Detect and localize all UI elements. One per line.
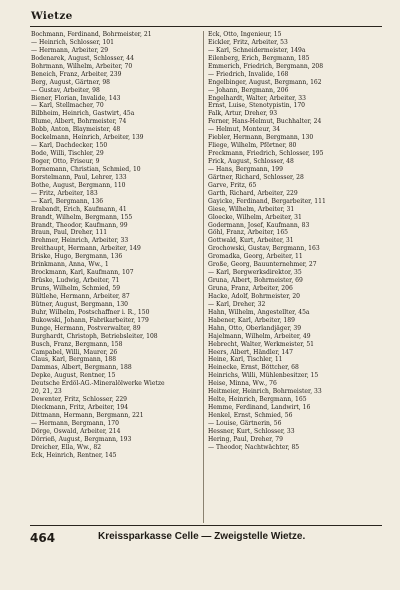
- directory-entry: Emmerich, Friedrich, Bergmann, 208: [208, 62, 324, 70]
- directory-entry: Godermann, Josef, Kaufmann, 83: [208, 221, 310, 229]
- directory-entry: Giese, Wilhelm, Arbeiter, 31: [208, 205, 295, 213]
- directory-entry: Fliege, Wilhelm, Pförtner, 80: [208, 142, 297, 150]
- directory-entry: Eickler, Fritz, Arbeiter, 53: [208, 38, 288, 46]
- directory-entry: Bültlehe, Hermann, Arbeiter, 87: [31, 292, 130, 300]
- directory-entry: Bilbheim, Heinrich, Gastwirt, 45a: [31, 110, 135, 118]
- directory-entry: Fiebler, Hermann, Bergmann, 130: [208, 134, 314, 142]
- directory-entry: Gloecke, Wilhelm, Arbeiter, 31: [208, 213, 302, 221]
- directory-entry: Bunge, Hermann, Postverwalter, 89: [31, 324, 141, 332]
- directory-entry: Brockmann, Karl, Kaufmann, 107: [31, 269, 134, 277]
- directory-entry: Hajelmann, Wilhelm, Arbeiter, 49: [208, 332, 311, 340]
- directory-entry: Bruns, Wilhelm, Schmied, 59: [31, 285, 121, 292]
- directory-entry: Brabandt, Erich, Kaufmann, 41: [31, 205, 127, 213]
- directory-entry: Berg, August, Gärtner, 98: [31, 78, 111, 86]
- directory-entry: Falk, Artur, Dreher, 93: [208, 110, 278, 118]
- directory-entry: Große, Georg, Bauunternehmer, 27: [208, 261, 317, 269]
- directory-entry: Heise, Minna, Ww., 76: [208, 380, 277, 388]
- directory-entry: Gruna, Franz, Arbeiter, 206: [208, 285, 293, 292]
- directory-entry: — Hermann, Bergmann, 170: [31, 419, 119, 427]
- directory-entry: Helte, Heinrich, Bergmann, 165: [208, 396, 307, 404]
- directory-entry: Gärtner, Richard, Schlosser, 28: [208, 173, 304, 181]
- directory-entry: Dreicher, Ella, Ww., 82: [31, 443, 102, 451]
- right-column: [208, 31, 382, 452]
- directory-entry: Biener, Florian, Invalide, 143: [31, 94, 121, 102]
- directory-entry: Eck, Otto, Ingenieur, 15: [208, 31, 282, 38]
- directory-entry: Bothe, August, Bergmann, 110: [31, 181, 126, 189]
- directory-entry: Brüske, Ludwig, Arbeiter, 71: [31, 277, 120, 285]
- page-header-title: Wietze: [31, 10, 73, 22]
- directory-entry: — Karl, Schneidermeister, 149a: [208, 46, 306, 54]
- footer-advertisement: Kreissparkasse Celle — Zweigstelle Wietze.: [98, 531, 306, 542]
- directory-entry: Hemme, Ferdinand, Landwirt, 16: [208, 404, 311, 412]
- directory-entry: Hahn, Otto, Oberlandjäger, 39: [208, 324, 302, 332]
- directory-entry: Briske, Hugo, Bergmann, 136: [31, 253, 123, 261]
- directory-entry: — Friedrich, Invalide, 168: [208, 70, 289, 78]
- directory-entry: Hebrecht, Walter, Werkmeister, 51: [208, 340, 315, 348]
- directory-entry: Boger, Otto, Friseur, 9: [31, 158, 100, 165]
- directory-entry: Ernst, Luise, Stenotypistin, 170: [208, 102, 306, 110]
- directory-entry: Busch, Franz, Bergmann, 158: [31, 340, 123, 348]
- directory-entry: Dörge, Oswald, Arbeiter, 214: [31, 427, 121, 435]
- directory-entry: Bütner, August, Bergmann, 130: [31, 300, 129, 308]
- directory-entry: Braun, Paul, Dreher, 111: [31, 229, 108, 237]
- directory-entry: Engelhardt, Walter, Arbeiter, 33: [208, 94, 306, 102]
- directory-entry: Freckmann, Friedrich, Schlosser, 195: [208, 150, 324, 158]
- directory-entry: Brehmer, Heinrich, Arbeiter, 33: [31, 237, 129, 245]
- directory-entry: Gottwald, Kurt, Arbeiter, 31: [208, 237, 294, 245]
- directory-entry: Brandt, Theodor, Kaufmann, 99: [31, 221, 128, 229]
- directory-entry: — Karl, Stellmacher, 70: [31, 102, 104, 110]
- directory-entry: Gruna, Albert, Bohrmeister, 69: [208, 277, 303, 285]
- directory-entry: Grochowski, Gustav, Bergmann, 163: [208, 245, 320, 253]
- directory-entry: Borstelmann, Paul, Lehrer, 133: [31, 173, 127, 181]
- directory-entry: Hering, Paul, Dreher, 79: [208, 435, 283, 443]
- directory-entry: — Fritz, Arbeiter, 183: [31, 189, 98, 197]
- directory-entry: Ferner, Hans-Helmut, Buchhalter, 24: [208, 118, 322, 126]
- directory-entry: Burghardt, Christoph, Betriebsleiter, 108: [31, 332, 158, 340]
- directory-entry: Engelbinger, August, Bergmann, 162: [208, 78, 322, 86]
- directory-entry: Bobb, Anton, Blaymeister, 48: [31, 126, 121, 134]
- directory-entry: Deutsche Erdöl-AG.-Mineralölwerke Wietze: [31, 380, 165, 388]
- directory-entry: Garve, Fritz, 65: [208, 181, 257, 189]
- directory-entry: Garth, Richard, Arbeiter, 229: [208, 189, 298, 197]
- directory-entry: Eilenberg, Erich, Bergmann, 185: [208, 54, 310, 62]
- column-divider: [203, 31, 204, 523]
- directory-entry: Bohrmann, Wilhelm, Arbeiter, 70: [31, 62, 133, 70]
- directory-entry: Depke, August, Rentner, 15: [31, 372, 116, 380]
- directory-entry: Campabel, Willi, Maurer, 26: [31, 348, 118, 356]
- directory-entry: 20, 21, 23: [31, 388, 62, 396]
- directory-entry: — Theodor, Nachtwächter, 85: [208, 443, 300, 451]
- directory-entry: Hahn, Wilhelm, Angestellter, 45a: [208, 308, 310, 316]
- header-rule: [30, 26, 382, 27]
- footer-rule: [30, 525, 382, 526]
- directory-entry: Gromadka, Georg, Arbeiter, 11: [208, 253, 303, 261]
- directory-entry: Buhr, Wilhelm, Postschaffner i. R., 150: [31, 308, 150, 316]
- directory-entry: Heitmeier, Heinrich, Bohrmeister, 33: [208, 388, 322, 396]
- directory-entry: Beneich, Franz, Arbeiter, 239: [31, 70, 122, 78]
- left-column: [31, 31, 205, 460]
- directory-entry: — Helmut, Monteur, 34: [208, 126, 281, 134]
- directory-entry: Bodenarek, August, Schlosser, 44: [31, 54, 134, 62]
- directory-entry: Brandt, Wilhelm, Bergmann, 155: [31, 213, 133, 221]
- directory-entry: Frick, August, Schlosser, 48: [208, 158, 294, 165]
- directory-entry: — Louise, Gärtnerin, 56: [208, 419, 282, 427]
- directory-entry: — Karl, Bergwerksdirektor, 35: [208, 269, 302, 277]
- directory-entry: Dittmann, Hermann, Bergmann, 221: [31, 412, 144, 419]
- directory-entry: Göhl, Franz, Arbeiter, 165: [208, 229, 289, 237]
- directory-entry: — Hans, Bergmann, 199: [208, 165, 283, 173]
- directory-entry: Bochmann, Ferdinand, Bohrmeister, 21: [31, 31, 152, 38]
- directory-entry: Habener, Karl, Arbeiter, 189: [208, 316, 295, 324]
- directory-entry: Dörrieß, August, Bergmann, 193: [31, 435, 132, 443]
- directory-entry: Dewenter, Fritz, Schlosser, 229: [31, 396, 128, 404]
- directory-entry: Heers, Albert, Händler, 147: [208, 348, 293, 356]
- directory-entry: — Karl, Bergmann, 136: [31, 197, 104, 205]
- page-number: 464: [30, 531, 56, 545]
- directory-entry: — Karl, Dachdecker, 150: [31, 142, 108, 150]
- directory-entry: — Hermann, Arbeiter, 29: [31, 46, 109, 54]
- directory-entry: Breithaupt, Hermann, Arbeiter, 149: [31, 245, 141, 253]
- directory-entry: Gayicke, Ferdinand, Bergarbeiter, 111: [208, 197, 326, 205]
- directory-entry: Heine, Karl, Tischler, 11: [208, 356, 283, 364]
- directory-entry: Heinecke, Ernst, Böttcher, 68: [208, 364, 299, 372]
- directory-entry: Eck, Heinrich, Rentner, 145: [31, 451, 117, 459]
- directory-entry: — Gustav, Arbeiter, 98: [31, 86, 100, 94]
- directory-entry: — Karl, Dreher, 32: [208, 300, 266, 308]
- directory-entry: Bode, Willi, Tischler, 29: [31, 150, 104, 158]
- directory-entry: Hessner, Kurt, Schlosser, 33: [208, 427, 295, 435]
- directory-entry: Heinrichs, Willi, Mühlenbesitzer, 15: [208, 372, 319, 380]
- directory-entry: — Johann, Bergmann, 206: [208, 86, 289, 94]
- directory-entry: Henkel, Ernst, Schmied, 56: [208, 412, 293, 419]
- directory-entry: Brinkmann, Anna, Ww., 1: [31, 261, 109, 269]
- directory-entry: — Heinrich, Schlosser, 101: [31, 38, 114, 46]
- directory-entry: Dammas, Albert, Bergmann, 188: [31, 364, 132, 372]
- directory-entry: Claus, Karl, Bergmann, 188: [31, 356, 117, 364]
- directory-entry: Blume, Albert, Bohrmeister, 74: [31, 118, 127, 126]
- directory-entry: Dieckmann, Fritz, Arbeiter, 194: [31, 404, 129, 412]
- directory-entry: Bockelmann, Heinrich, Arbeiter, 139: [31, 134, 144, 142]
- directory-entry: Bukowski, Johann, Fabrikarbeiter, 179: [31, 316, 149, 324]
- directory-entry: Bornemann, Christian, Schmied, 10: [31, 165, 141, 173]
- directory-entry: Hacke, Adolf, Bohrmeister, 20: [208, 292, 301, 300]
